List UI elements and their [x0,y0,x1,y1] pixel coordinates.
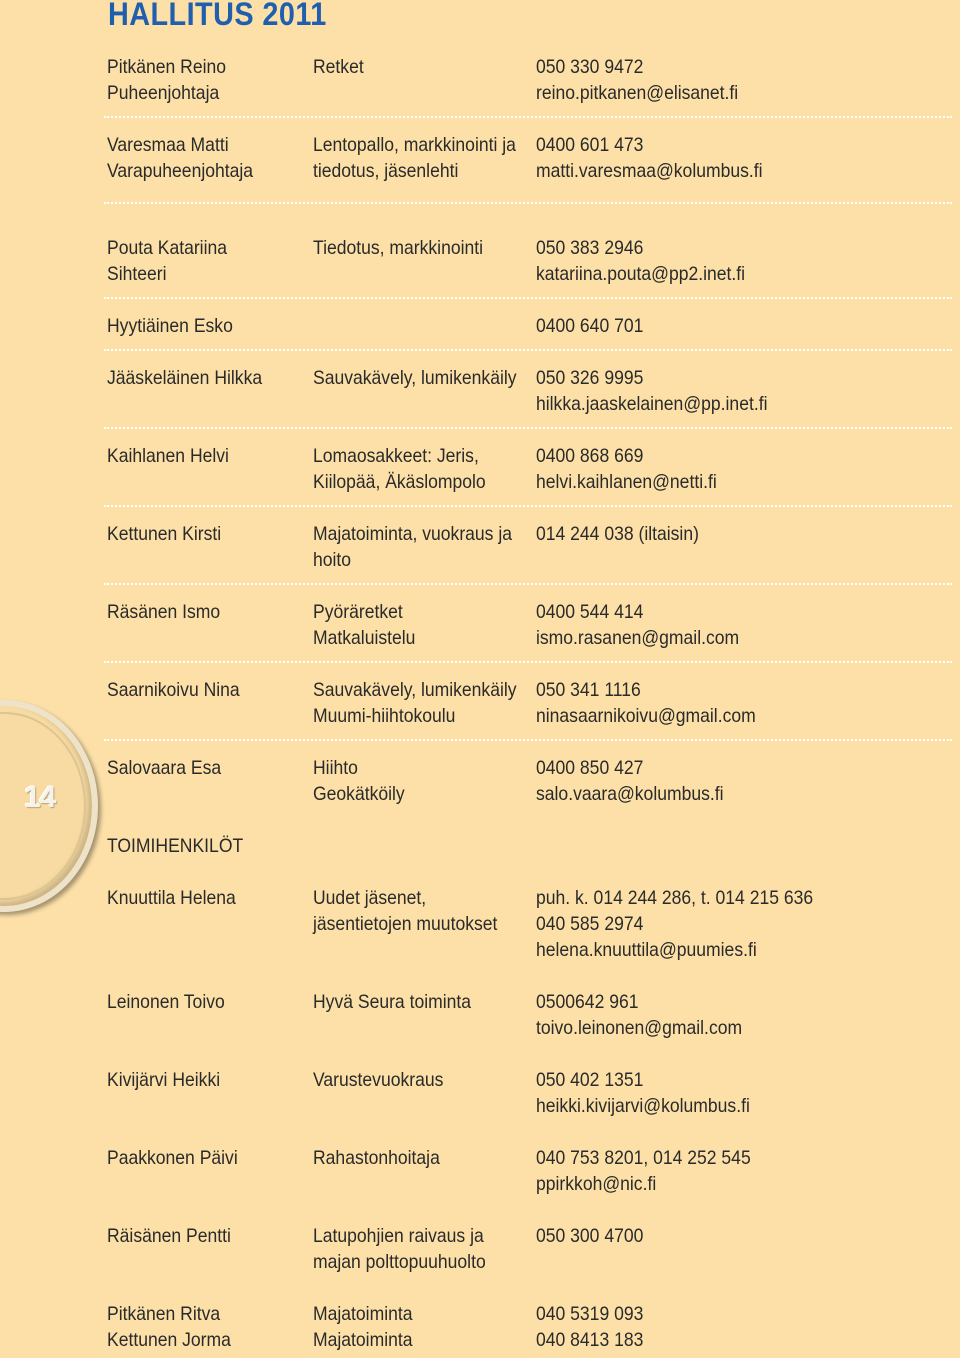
entry-contact: 040 5319 093 [536,1303,644,1325]
entry-contact-line-2: ppirkkoh@nic.fi [536,1173,657,1195]
entry-role: Pyöräretket [313,601,403,623]
entry-role: Latupohjien raivaus ja [313,1225,484,1247]
entry-name: Saarnikoivu Nina [107,679,240,701]
entry-contact-line-2: reino.pitkanen@elisanet.fi [536,82,739,104]
entry-role-line-2: Muumi-hiihtokoulu [313,705,456,727]
entry-role: Lentopallo, markkinointi ja [313,134,516,156]
entry-name: Varesmaa Matti [107,134,229,156]
entry-name: Salovaara Esa [107,757,222,779]
entry-name: Paakkonen Päivi [107,1147,238,1169]
dotted-divider [104,739,952,741]
entry-role: Tiedotus, markkinointi [313,237,484,259]
entry-role: Retket [313,56,364,78]
entry-role: Majatoiminta, vuokraus ja [313,523,512,545]
entry-role-line-2: tiedotus, jäsenlehti [313,160,459,182]
entry-contact-line-2: 040 585 2974 [536,913,644,935]
entry-contact: 050 341 1116 [536,679,641,701]
entry-contact: 0400 640 701 [536,315,644,337]
entry-contact: puh. k. 014 244 286, t. 014 215 636 [536,887,814,909]
entry-role-line-2: hoito [313,549,352,571]
entry-contact-line-2: ismo.rasanen@gmail.com [536,627,740,649]
entry-name: Pitkänen Reino [107,56,227,78]
entry-name-line-2: Varapuheenjohtaja [107,160,254,182]
entry-contact-line-2: toivo.leinonen@gmail.com [536,1017,743,1039]
page-number: 14 [24,781,56,814]
entry-name: Leinonen Toivo [107,991,225,1013]
entry-role: Lomaosakkeet: Jeris, [313,445,479,467]
dotted-divider [104,349,952,351]
entry-contact: 0400 601 473 [536,134,644,156]
entry-role-line-2: Geokätköily [313,783,405,805]
entry-role: Hyvä Seura toiminta [313,991,472,1013]
entry-role: Varustevuokraus [313,1069,444,1091]
entry-contact: 050 402 1351 [536,1069,644,1091]
entry-contact: 050 326 9995 [536,367,644,389]
entry-role-line-2: majan polttopuuhuolto [313,1251,486,1273]
entry-role: Rahastonhoitaja [313,1147,440,1169]
entry-role: Uudet jäsenet, [313,887,427,909]
entry-role-line-2: jäsentietojen muutokset [313,913,498,935]
entry-name: Jääskeläinen Hilkka [107,367,263,389]
entry-name: Pitkänen Ritva [107,1303,221,1325]
entry-role: Sauvakävely, lumikenkäily [313,679,517,701]
entry-name: Pouta Katariina [107,237,228,259]
entry-contact: 0400 868 669 [536,445,644,467]
dotted-divider [104,116,952,118]
dotted-divider [104,427,952,429]
page-title: HALLITUS 2011 [108,0,327,32]
staff-section-heading: TOIMIHENKILÖT [107,835,244,857]
entry-name-line-2: Sihteeri [107,263,167,285]
dotted-divider [104,661,952,663]
dotted-divider [104,297,952,299]
entry-role: Hiihto [313,757,358,779]
dotted-divider [104,583,952,585]
entry-contact: 050 330 9472 [536,56,644,78]
entry-contact: 014 244 038 (iltaisin) [536,523,699,545]
entry-role-line-2: Kiilopää, Äkäslompolo [313,471,486,493]
entry-name: Räsänen Ismo [107,601,221,623]
dotted-divider [104,505,952,507]
entry-contact: 0500642 961 [536,991,639,1013]
entry-contact: 0400 850 427 [536,757,644,779]
entry-contact: 050 300 4700 [536,1225,644,1247]
dotted-divider [104,202,952,204]
entry-contact-line-2: salo.vaara@kolumbus.fi [536,783,724,805]
entry-name-line-2: Puheenjohtaja [107,82,220,104]
entry-role: Sauvakävely, lumikenkäily [313,367,517,389]
entry-role-line-2: Matkaluistelu [313,627,416,649]
entry-contact: 040 753 8201, 014 252 545 [536,1147,751,1169]
entry-contact-line-2: hilkka.jaaskelainen@pp.inet.fi [536,393,768,415]
entry-name: Knuuttila Helena [107,887,236,909]
entry-contact-line-2: katariina.pouta@pp2.inet.fi [536,263,746,285]
entry-contact: 0400 544 414 [536,601,644,623]
entry-contact-line-2: matti.varesmaa@kolumbus.fi [536,160,763,182]
entry-contact-line-2: 040 8413 183 [536,1329,644,1351]
entry-contact-line-3: helena.knuuttila@puumies.fi [536,939,757,961]
entry-contact-line-2: helvi.kaihlanen@netti.fi [536,471,717,493]
entry-name-line-2: Kettunen Jorma [107,1329,231,1351]
entry-name: Kettunen Kirsti [107,523,222,545]
entry-name: Kivijärvi Heikki [107,1069,221,1091]
entry-name: Hyytiäinen Esko [107,315,233,337]
entry-contact-line-2: ninasaarnikoivu@gmail.com [536,705,756,727]
entry-name: Kaihlanen Helvi [107,445,229,467]
entry-name: Räisänen Pentti [107,1225,231,1247]
entry-contact: 050 383 2946 [536,237,644,259]
entry-role: Majatoiminta [313,1303,413,1325]
entry-role-line-2: Majatoiminta [313,1329,413,1351]
entry-contact-line-2: heikki.kivijarvi@kolumbus.fi [536,1095,750,1117]
